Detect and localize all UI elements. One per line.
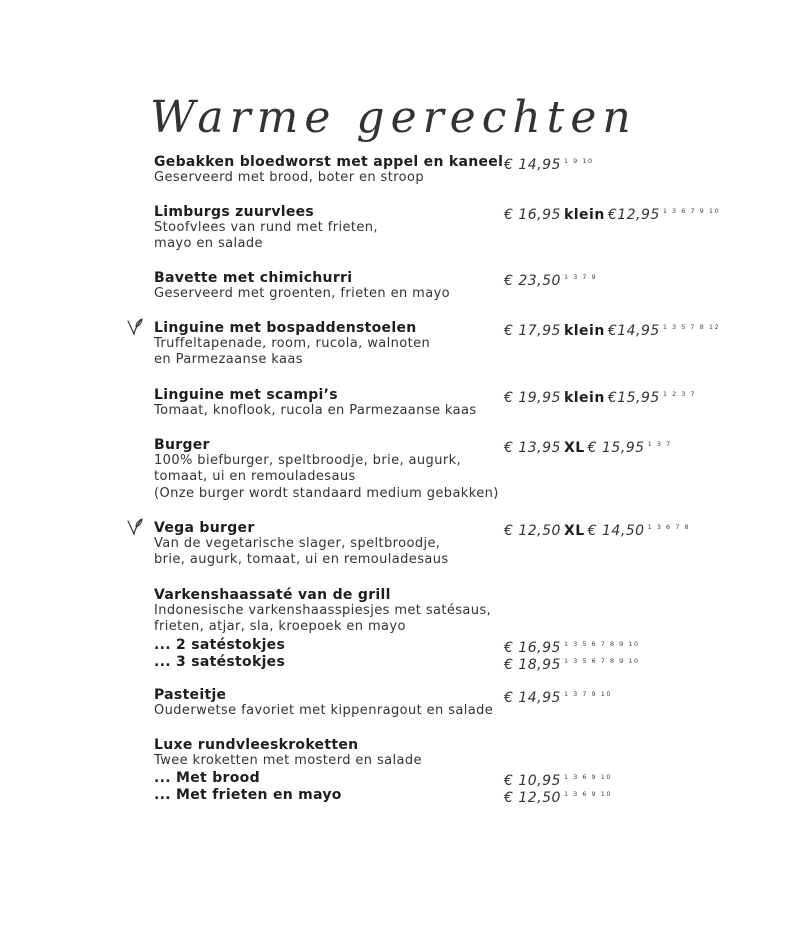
item-price: € 12,50 XL € 14,50 $^{1 3 6 7 8}$ bbox=[504, 523, 691, 539]
item-description: 100% biefburger, speltbroodje, brie, augurk, bbox=[154, 452, 462, 468]
allergen-codes: 1 9 10 bbox=[563, 157, 594, 165]
item-price: € 16,95 klein €12,95 $^{1 3 6 7 9 10}$ bbox=[504, 207, 721, 223]
item-name: Limburgs zuurvlees bbox=[154, 204, 315, 220]
item-name: Bavette met chimichurri bbox=[154, 270, 353, 286]
option-price: € 18,95 $^{1 3 5 6 7 8 9 10}$ bbox=[504, 656, 640, 673]
option-price: € 12,50 $^{1 3 6 9 10}$ bbox=[504, 790, 613, 807]
allergen-codes: 1 3 5 7 8 12 bbox=[662, 323, 721, 331]
size-price: €14,95 bbox=[607, 323, 660, 339]
item-description: frieten, atjar, sla, kroepoek en mayo bbox=[154, 619, 406, 635]
menu-item-linguine-scampi bbox=[154, 386, 754, 419]
menu-item-zuurvlees bbox=[154, 203, 754, 253]
vegetarian-leaf-icon bbox=[127, 518, 143, 536]
item-description: Twee kroketten met mosterd en salade bbox=[154, 752, 422, 768]
menu-item-vega-burger bbox=[154, 519, 754, 569]
menu-item-linguine-bospaddenstoelen bbox=[154, 319, 754, 369]
menu-title: Warme gerechten bbox=[150, 92, 637, 143]
allergen-codes: 1 3 5 6 7 8 9 10 bbox=[563, 656, 640, 665]
item-description: Truffeltapenade, room, rucola, walnoten bbox=[154, 335, 431, 351]
size-price: € 14,50 bbox=[587, 523, 645, 539]
allergen-codes: 1 3 5 6 7 8 9 10 bbox=[563, 640, 640, 649]
allergen-codes: 1 3 6 7 8 bbox=[647, 523, 691, 531]
item-description: en Parmezaanse kaas bbox=[154, 352, 303, 368]
item-description: Geserveerd met groenten, frieten en mayo bbox=[154, 285, 451, 301]
size-label: klein bbox=[563, 207, 605, 223]
menu-item-burger bbox=[154, 436, 754, 503]
size-label: klein bbox=[563, 323, 605, 339]
vegetarian-leaf-icon bbox=[127, 318, 143, 336]
allergen-codes: 1 3 7 9 10 bbox=[563, 690, 613, 698]
item-name: Pasteitje bbox=[154, 687, 227, 703]
option-name: ... 3 satéstokjes bbox=[154, 653, 286, 670]
item-description: mayo en salade bbox=[154, 236, 263, 252]
menu-item-bloedworst bbox=[154, 153, 754, 186]
item-name: Varkenshaassaté van de grill bbox=[154, 587, 391, 603]
item-price: € 19,95 klein €15,95 $^{1 2 3 7}$ bbox=[504, 390, 697, 406]
size-label: XL bbox=[563, 440, 585, 456]
item-description: Van de vegetarische slager, speltbroodje, bbox=[154, 535, 441, 551]
size-label: klein bbox=[563, 390, 605, 406]
item-description: brie, augurk, tomaat, ui en remouladesaus bbox=[154, 552, 449, 568]
allergen-codes: 1 3 6 7 9 10 bbox=[662, 207, 721, 215]
allergen-codes: 1 3 6 9 10 bbox=[563, 773, 613, 782]
item-name: Vega burger bbox=[154, 520, 255, 536]
item-name: Burger bbox=[154, 437, 210, 453]
item-name: Linguine met scampi’s bbox=[154, 387, 338, 403]
item-description: Stoofvlees van rund met frieten, bbox=[154, 219, 378, 235]
item-price: € 17,95 klein €14,95 $^{1 3 5 7 8 12}$ bbox=[504, 323, 721, 339]
item-option bbox=[154, 769, 754, 790]
item-price: € 23,50 $^{1 3 7 9}$ bbox=[504, 273, 598, 289]
item-description: Tomaat, knoflook, rucola en Parmezaanse kaas bbox=[154, 402, 477, 418]
item-description: Geserveerd met brood, boter en stroop bbox=[154, 169, 425, 185]
size-price: €15,95 bbox=[607, 390, 660, 406]
option-price: € 10,95 $^{1 3 6 9 10}$ bbox=[504, 773, 613, 790]
item-price: € 14,95 $^{1 3 7 9 10}$ bbox=[504, 690, 613, 706]
item-description: (Onze burger wordt standaard medium gebakken) bbox=[154, 486, 499, 502]
item-name: Gebakken bloedworst met appel en kaneel bbox=[154, 154, 504, 170]
item-option bbox=[154, 786, 754, 807]
allergen-codes: 1 3 6 9 10 bbox=[563, 790, 613, 799]
option-name: ... Met frieten en mayo bbox=[154, 787, 342, 804]
menu-item-pasteitje bbox=[154, 686, 754, 719]
option-name: ... 2 satéstokjes bbox=[154, 637, 286, 654]
item-option bbox=[154, 636, 754, 657]
option-price: € 16,95 $^{1 3 5 6 7 8 9 10}$ bbox=[504, 640, 640, 657]
menu-item-bavette bbox=[154, 269, 754, 302]
allergen-codes: 1 3 7 9 bbox=[563, 273, 598, 281]
size-price: € 15,95 bbox=[587, 440, 645, 456]
item-price: € 13,95 XL € 15,95 $^{1 3 7}$ bbox=[504, 440, 672, 456]
item-price: € 14,95 $^{1 9 10}$ bbox=[504, 157, 594, 173]
item-name: Linguine met bospaddenstoelen bbox=[154, 320, 417, 336]
option-name: ... Met brood bbox=[154, 770, 260, 787]
menu-item-kroketten bbox=[154, 736, 754, 807]
item-description: Indonesische varkenshaasspiesjes met satésaus, bbox=[154, 602, 492, 618]
allergen-codes: 1 3 7 bbox=[647, 440, 672, 448]
menu-item-sate bbox=[154, 586, 754, 673]
item-name: Luxe rundvleeskroketten bbox=[154, 737, 359, 753]
item-description: Ouderwetse favoriet met kippenragout en salade bbox=[154, 702, 494, 718]
item-option bbox=[154, 653, 754, 673]
size-price: €12,95 bbox=[607, 207, 660, 223]
allergen-codes: 1 2 3 7 bbox=[662, 390, 697, 398]
item-description: tomaat, ui en remouladesaus bbox=[154, 469, 356, 485]
size-label: XL bbox=[563, 523, 585, 539]
